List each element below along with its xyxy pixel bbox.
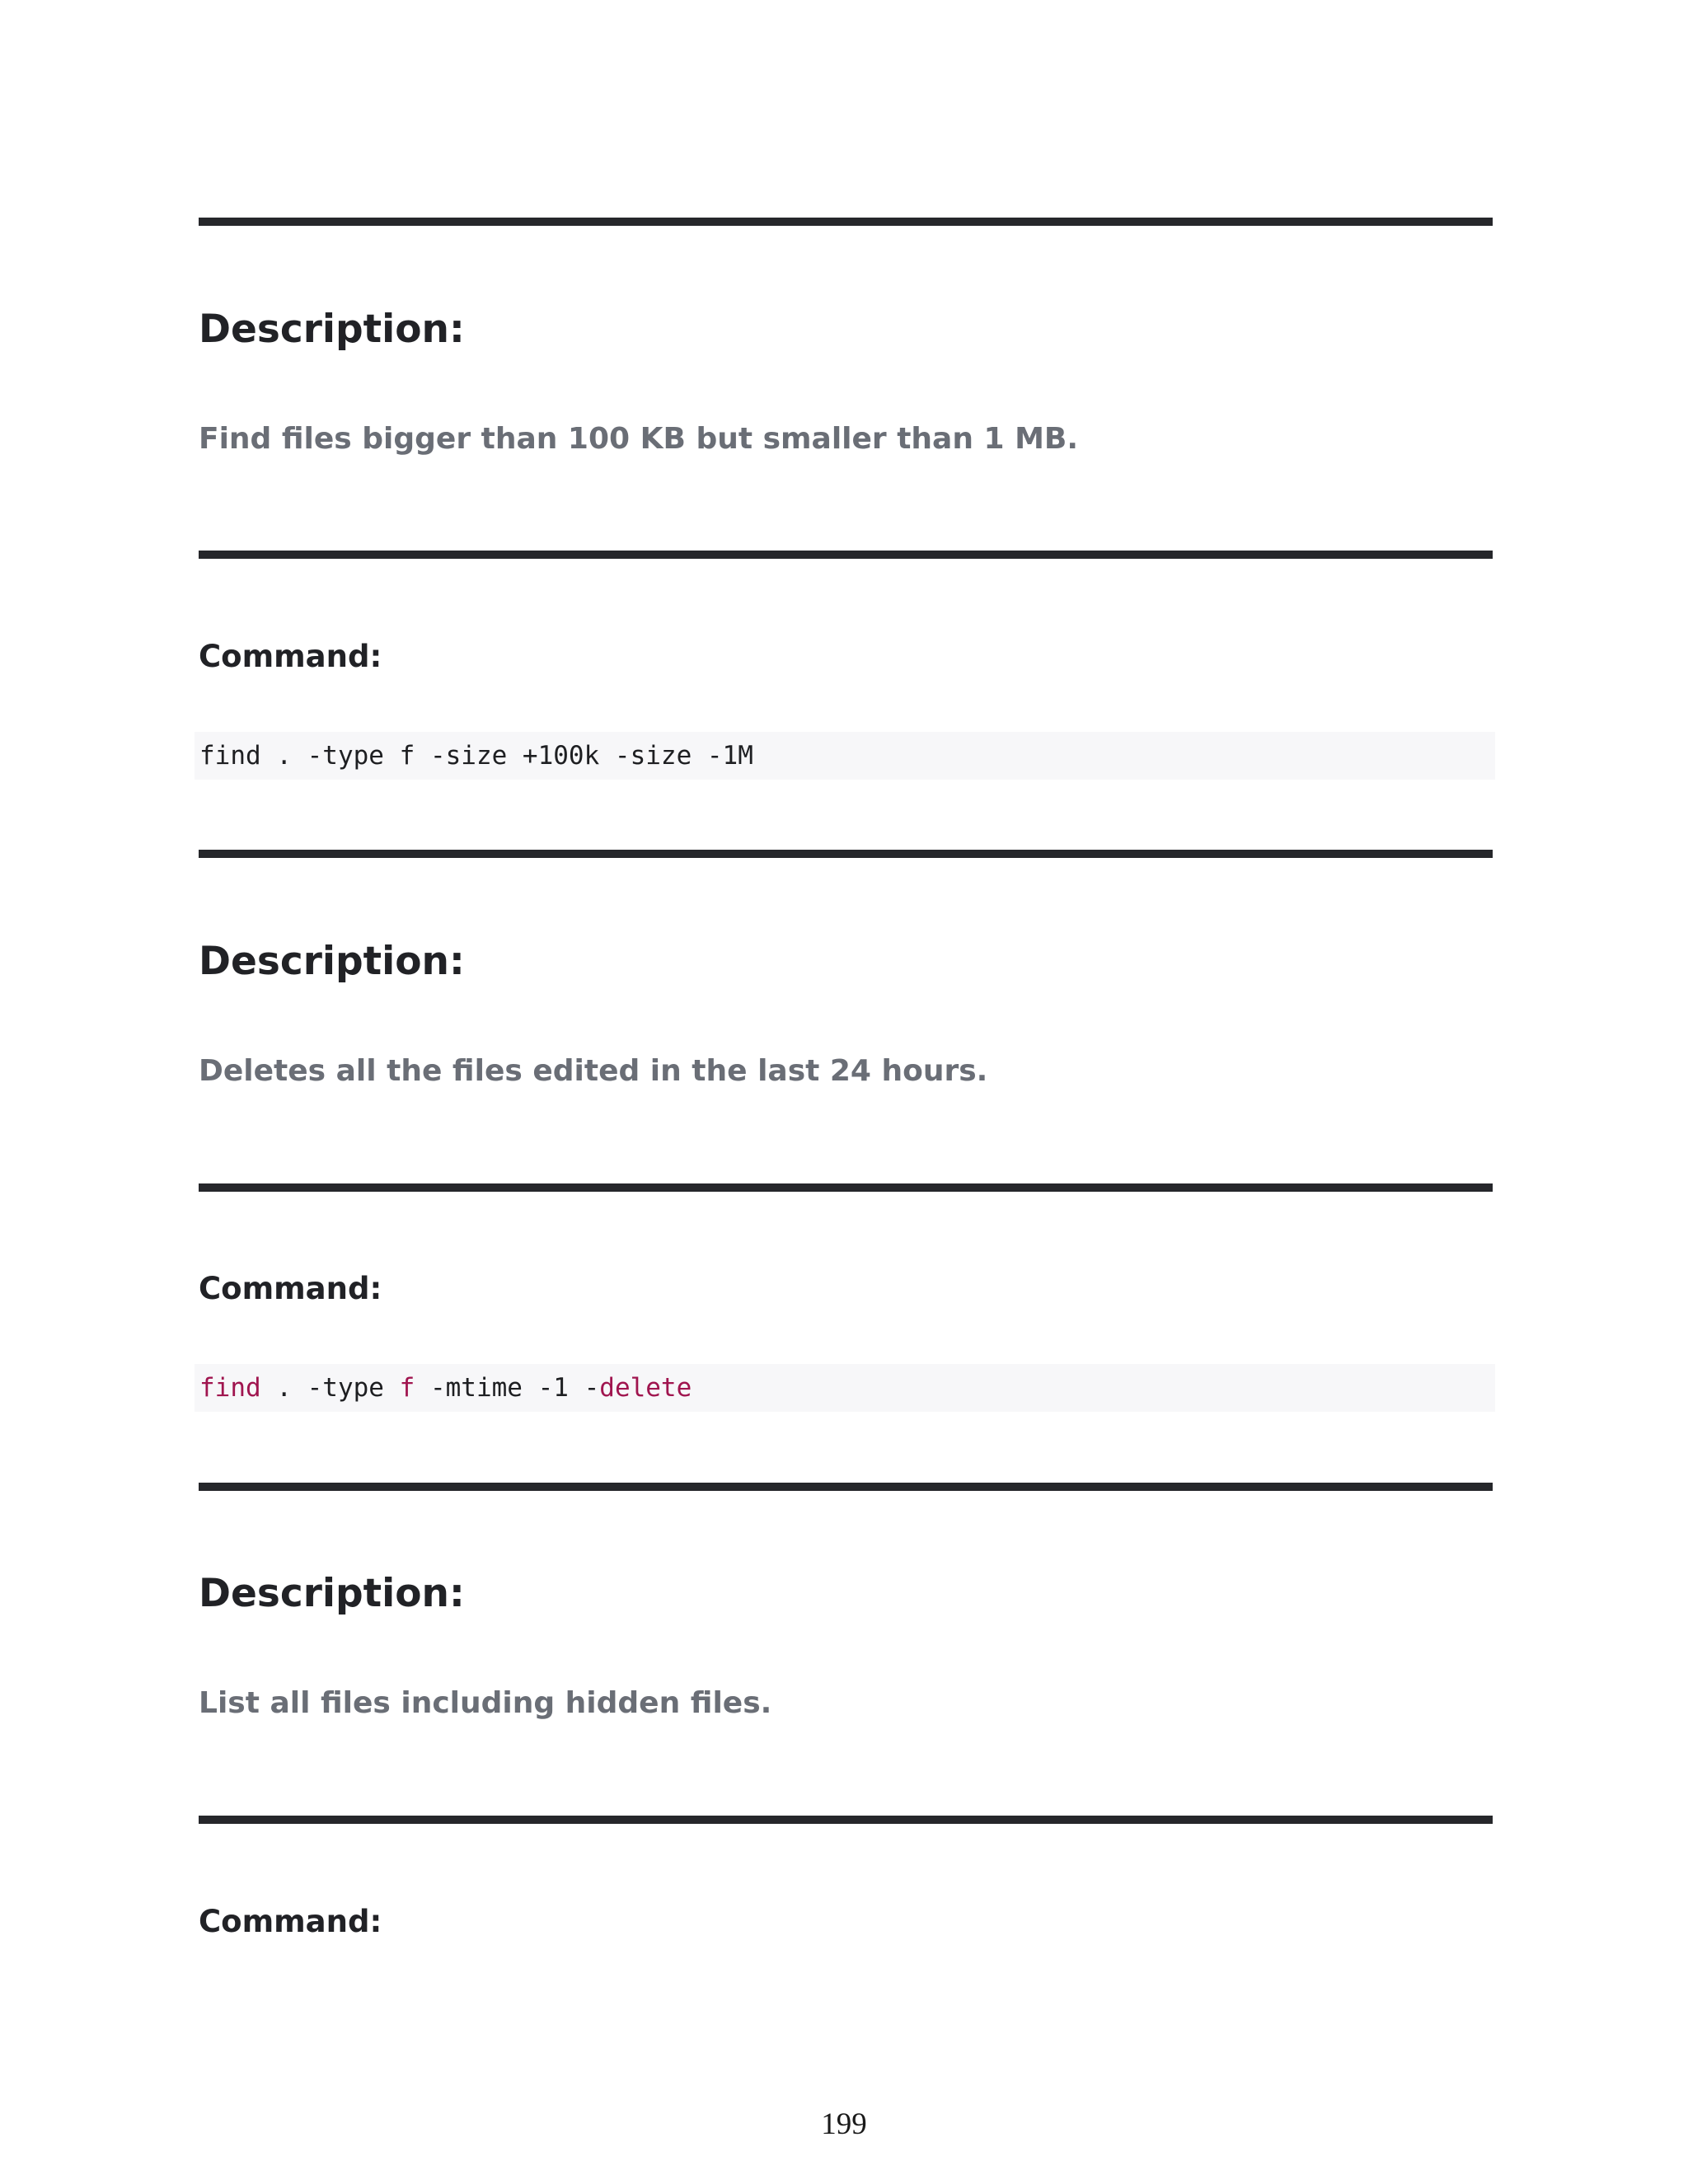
command-token: -mtime -1 - (415, 1373, 600, 1403)
command-token: f (399, 1373, 415, 1403)
command-token: delete (599, 1373, 692, 1403)
command-token: . -type (260, 1373, 400, 1403)
section-divider (199, 218, 1493, 226)
page-number: 199 (821, 2107, 867, 2141)
section-divider (199, 1483, 1493, 1491)
description-heading: Description: (199, 939, 465, 984)
command-heading: Command: (199, 1271, 382, 1306)
section-divider (199, 1816, 1493, 1824)
description-text: List all files including hidden files. (199, 1686, 772, 1720)
description-heading: Description: (199, 307, 465, 352)
command-heading: Command: (199, 1904, 382, 1939)
code-block (195, 1364, 1495, 1412)
section-divider (199, 1183, 1493, 1192)
command-token: find (199, 1373, 261, 1403)
command-heading: Command: (199, 639, 382, 674)
command-text: find . -type f -size +100k -size -1M (199, 741, 753, 771)
section-divider (199, 551, 1493, 559)
description-heading: Description: (199, 1571, 465, 1616)
code-block (195, 732, 1495, 780)
description-text: Deletes all the files edited in the last 24 hours. (199, 1054, 988, 1088)
section-divider (199, 850, 1493, 858)
description-text: Find files bigger than 100 KB but smaller than 1 MB. (199, 422, 1079, 456)
